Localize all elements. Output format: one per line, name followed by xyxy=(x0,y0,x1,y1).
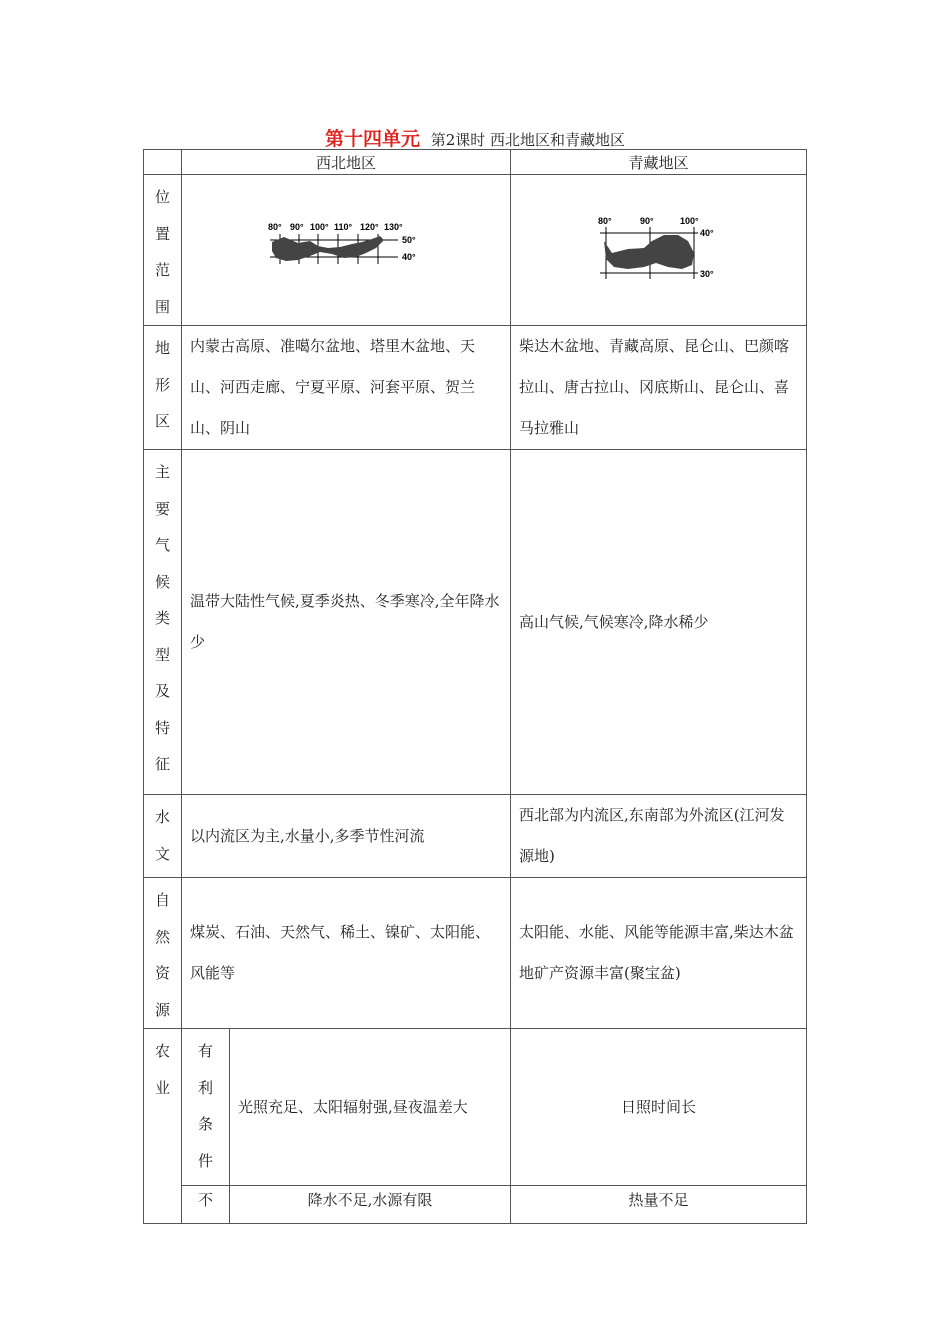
hydrology-qingzang: 西北部为内流区,东南部为外流区(江河发源地) xyxy=(511,795,807,878)
header-northwest: 西北地区 xyxy=(182,150,511,175)
northwest-map xyxy=(266,220,426,280)
qingzang-region-shape xyxy=(604,235,694,269)
label-hydrology: 水 文 xyxy=(144,795,182,878)
row-agriculture-favorable xyxy=(144,1029,807,1186)
row-hydrology xyxy=(144,795,807,878)
nw-lon-120: 120° xyxy=(360,222,379,232)
label-location: 位 置 范 围 xyxy=(144,175,182,326)
favorable-qingzang: 日照时间长 xyxy=(511,1029,807,1186)
resources-qingzang: 太阳能、水能、风能等能源丰富,柴达木盆地矿产资源丰富(聚宝盆) xyxy=(511,878,807,1029)
row-resources xyxy=(144,878,807,1029)
qz-lon-80: 80° xyxy=(597,216,612,226)
label-favorable: 有 利 条 件 xyxy=(182,1029,230,1186)
favorable-northwest: 光照充足、太阳辐射强,昼夜温差大 xyxy=(230,1029,511,1186)
lesson-title: 第2课时 西北地区和青藏地区 xyxy=(430,131,626,149)
qz-lon-100: 100° xyxy=(679,216,699,226)
label-climate: 主 要 气 候 类 型 及 特 征 xyxy=(144,450,182,795)
qz-lat-40: 40° xyxy=(699,228,714,238)
row-terrain xyxy=(144,326,807,450)
qz-lat-30: 30° xyxy=(699,269,714,279)
resources-northwest: 煤炭、石油、天然气、稀土、镍矿、太阳能、风能等 xyxy=(182,878,511,1029)
row-agriculture-unfavorable xyxy=(144,1186,807,1224)
unfavorable-northwest: 降水不足,水源有限 xyxy=(230,1186,511,1224)
terrain-qingzang: 柴达木盆地、青藏高原、昆仑山、巴颜喀拉山、唐古拉山、冈底斯山、昆仑山、喜马拉雅山 xyxy=(511,326,807,450)
nw-lon-90: 90° xyxy=(290,222,304,232)
qz-lon-90: 90° xyxy=(639,216,654,226)
nw-lat-40: 40° xyxy=(402,252,416,262)
unit-title: 第十四单元 xyxy=(324,128,420,150)
label-resources: 自 然 资 源 xyxy=(144,878,182,1029)
header-qingzang: 青藏地区 xyxy=(511,150,807,175)
header-row xyxy=(144,150,807,175)
northwest-map-cell xyxy=(182,175,511,326)
nw-lon-110: 110° xyxy=(334,222,353,232)
qingzang-map-cell xyxy=(511,175,807,326)
nw-lat-50: 50° xyxy=(402,235,416,245)
nw-lon-80: 80° xyxy=(268,222,282,232)
label-unfavorable: 不 xyxy=(182,1186,230,1224)
header-blank xyxy=(144,150,182,175)
climate-northwest: 温带大陆性气候,夏季炎热、冬季寒冷,全年降水少 xyxy=(182,450,511,795)
unfavorable-qingzang: 热量不足 xyxy=(511,1186,807,1224)
nw-lon-130: 130° xyxy=(384,222,403,232)
qingzang-map xyxy=(594,215,724,285)
label-terrain: 地 形 区 xyxy=(144,326,182,450)
nw-lon-100: 100° xyxy=(310,222,329,232)
comparison-table xyxy=(143,149,807,1224)
label-agriculture: 农 业 xyxy=(144,1029,182,1224)
page-title xyxy=(0,124,950,151)
terrain-northwest: 内蒙古高原、准噶尔盆地、塔里木盆地、天山、河西走廊、宁夏平原、河套平原、贺兰山、阴山 xyxy=(182,326,511,450)
hydrology-northwest: 以内流区为主,水量小,多季节性河流 xyxy=(182,795,511,878)
climate-qingzang: 高山气候,气候寒冷,降水稀少 xyxy=(511,450,807,795)
row-climate xyxy=(144,450,807,795)
row-location xyxy=(144,175,807,326)
